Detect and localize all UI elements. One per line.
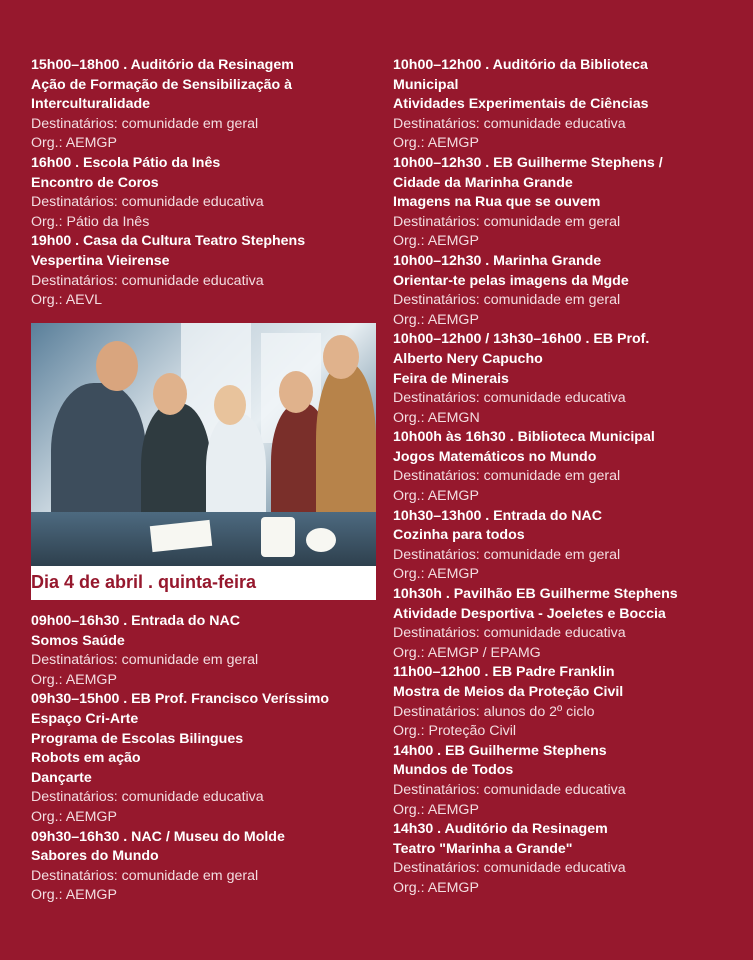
event-audience: Destinatários: comunidade em geral <box>31 867 259 884</box>
event-audience: Destinatários: comunidade em geral <box>31 115 259 132</box>
person-head <box>323 335 359 379</box>
event-title: 14h30 . Auditório da Resinagem <box>393 821 608 838</box>
event-title: 11h00–12h00 . EB Padre Franklin <box>393 664 615 681</box>
event-name: Vespertina Vieirense <box>31 252 170 269</box>
event-organizer: Org.: AEMGP <box>393 879 479 896</box>
event-teatro <box>393 820 738 898</box>
event-name: Jogos Matemáticos no Mundo <box>393 448 597 465</box>
event-title: 19h00 . Casa da Cultura Teatro Stephens <box>31 233 306 250</box>
event-mundos-todos <box>393 742 738 820</box>
event-name: Mundos de Todos <box>393 762 514 779</box>
person-head <box>214 385 246 425</box>
event-organizer: Org.: AEMGP <box>31 135 117 152</box>
event-title: 14h00 . EB Guilherme Stephens <box>393 742 607 759</box>
event-name: Sabores do Mundo <box>31 848 159 865</box>
event-name: Atividades Experimentais de Ciências <box>393 96 649 113</box>
event-cozinha <box>393 507 738 585</box>
event-organizer: Org.: AEVL <box>31 292 102 309</box>
event-title: 10h30–13h00 . Entrada do NAC <box>393 507 602 524</box>
event-audience: Destinatários: comunidade educativa <box>393 781 626 798</box>
event-organizer: Org.: AEMGN <box>393 409 480 426</box>
event-organizer: Org.: AEMGP <box>393 311 479 328</box>
event-name: Atividade Desportiva - Joeletes e Boccia <box>393 605 666 622</box>
person-silhouette <box>51 383 146 533</box>
event-title: 09h30–15h00 . EB Prof. Francisco Veríssimo <box>31 691 330 708</box>
person-head <box>153 373 187 415</box>
event-title: 10h00–12h00 / 13h30–16h00 . EB Prof. <box>393 331 650 348</box>
event-resinagem-formacao <box>31 56 376 154</box>
event-name: Dançarte <box>31 769 92 786</box>
event-organizer: Org.: AEMGP <box>393 566 479 583</box>
event-organizer: Org.: Proteção Civil <box>393 723 516 740</box>
event-name-cont: Interculturalidade <box>31 96 151 113</box>
event-audience: Destinatários: comunidade em geral <box>393 292 621 309</box>
event-audience: Destinatários: comunidade educativa <box>393 625 626 642</box>
event-audience: Destinatários: comunidade educativa <box>31 789 264 806</box>
event-title: 10h30h . Pavilhão EB Guilherme Stephens <box>393 586 678 603</box>
event-organizer: Org.: AEMGP <box>31 808 117 825</box>
right-column <box>393 56 738 899</box>
event-experimentais <box>393 56 738 154</box>
event-minerais <box>393 330 738 428</box>
event-name: Orientar-te pelas imagens da Mgde <box>393 272 629 289</box>
event-audience: Destinatários: comunidade educativa <box>393 115 626 132</box>
event-name: Somos Saúde <box>31 632 125 649</box>
event-title: 10h00h às 16h30 . Biblioteca Municipal <box>393 429 655 446</box>
event-title: 10h00–12h30 . Marinha Grande <box>393 252 602 269</box>
event-title-cont: Alberto Nery Capucho <box>393 350 543 367</box>
event-audience: Destinatários: comunidade educativa <box>31 272 264 289</box>
event-organizer: Org.: AEMGP / EPAMG <box>393 644 541 661</box>
event-jogos-matematicos <box>393 428 738 506</box>
event-imagens-rua <box>393 154 738 252</box>
event-audience: Destinatários: comunidade em geral <box>393 468 621 485</box>
event-audience: Destinatários: comunidade em geral <box>31 652 259 669</box>
event-title: 15h00–18h00 . Auditório da Resinagem <box>31 57 294 73</box>
event-name: Teatro "Marinha a Grande" <box>393 840 573 857</box>
event-organizer: Org.: AEMGP <box>393 488 479 505</box>
event-name: Cozinha para todos <box>393 527 525 544</box>
event-vespertina <box>31 232 376 310</box>
event-francisco-verissimo <box>31 690 376 827</box>
event-somos-saude <box>31 612 376 690</box>
person-silhouette <box>316 363 376 533</box>
day-banner-label: Dia 4 de abril . quinta-feira <box>31 572 257 592</box>
event-name: Imagens na Rua que se ouvem <box>393 194 601 211</box>
event-desportiva <box>393 585 738 663</box>
event-audience: Destinatários: alunos do 2º ciclo <box>393 703 595 720</box>
left-column-top <box>31 56 376 311</box>
event-title: 16h00 . Escola Pátio da Inês <box>31 154 221 171</box>
event-title: 10h00–12h00 . Auditório da Biblioteca <box>393 57 648 73</box>
event-organizer: Org.: Pátio da Inês <box>31 213 150 230</box>
event-name: Programa de Escolas Bilingues <box>31 730 244 747</box>
event-encontro-coros <box>31 154 376 232</box>
event-name: Mostra de Meios da Proteção Civil <box>393 684 624 700</box>
event-name: Encontro de Coros <box>31 174 159 191</box>
event-protecao-civil <box>393 663 738 741</box>
event-name: Ação de Formação de Sensibilização à <box>31 76 292 93</box>
event-title-cont: Cidade da Marinha Grande <box>393 174 573 191</box>
event-title-cont: Municipal <box>393 76 459 93</box>
event-sabores-mundo <box>31 828 376 906</box>
event-audience: Destinatários: comunidade educativa <box>31 194 264 211</box>
day-banner-tail <box>344 566 376 600</box>
person-head <box>279 371 313 413</box>
event-title: 09h30–16h30 . NAC / Museu do Molde <box>31 828 285 845</box>
event-name: Feira de Minerais <box>393 370 509 387</box>
event-organizer: Org.: AEMGP <box>393 801 479 818</box>
event-audience: Destinatários: comunidade em geral <box>393 546 621 563</box>
event-audience: Destinatários: comunidade educativa <box>393 390 626 407</box>
event-organizer: Org.: AEMGP <box>393 233 479 250</box>
person-head <box>96 341 138 391</box>
students-group-photo <box>31 323 376 570</box>
event-orientar <box>393 252 738 330</box>
event-organizer: Org.: AEMGP <box>31 887 117 904</box>
event-audience: Destinatários: comunidade educativa <box>393 860 626 877</box>
event-name: Espaço Cri-Arte <box>31 710 139 727</box>
left-column-bottom <box>31 612 376 906</box>
event-audience: Destinatários: comunidade em geral <box>393 213 621 230</box>
cup <box>306 528 336 552</box>
event-name: Robots em ação <box>31 750 141 767</box>
event-title: 09h00–16h30 . Entrada do NAC <box>31 613 240 629</box>
event-organizer: Org.: AEMGP <box>31 671 117 688</box>
cup <box>261 517 295 557</box>
event-title: 10h00–12h30 . EB Guilherme Stephens / <box>393 154 663 171</box>
event-organizer: Org.: AEMGP <box>393 135 479 152</box>
